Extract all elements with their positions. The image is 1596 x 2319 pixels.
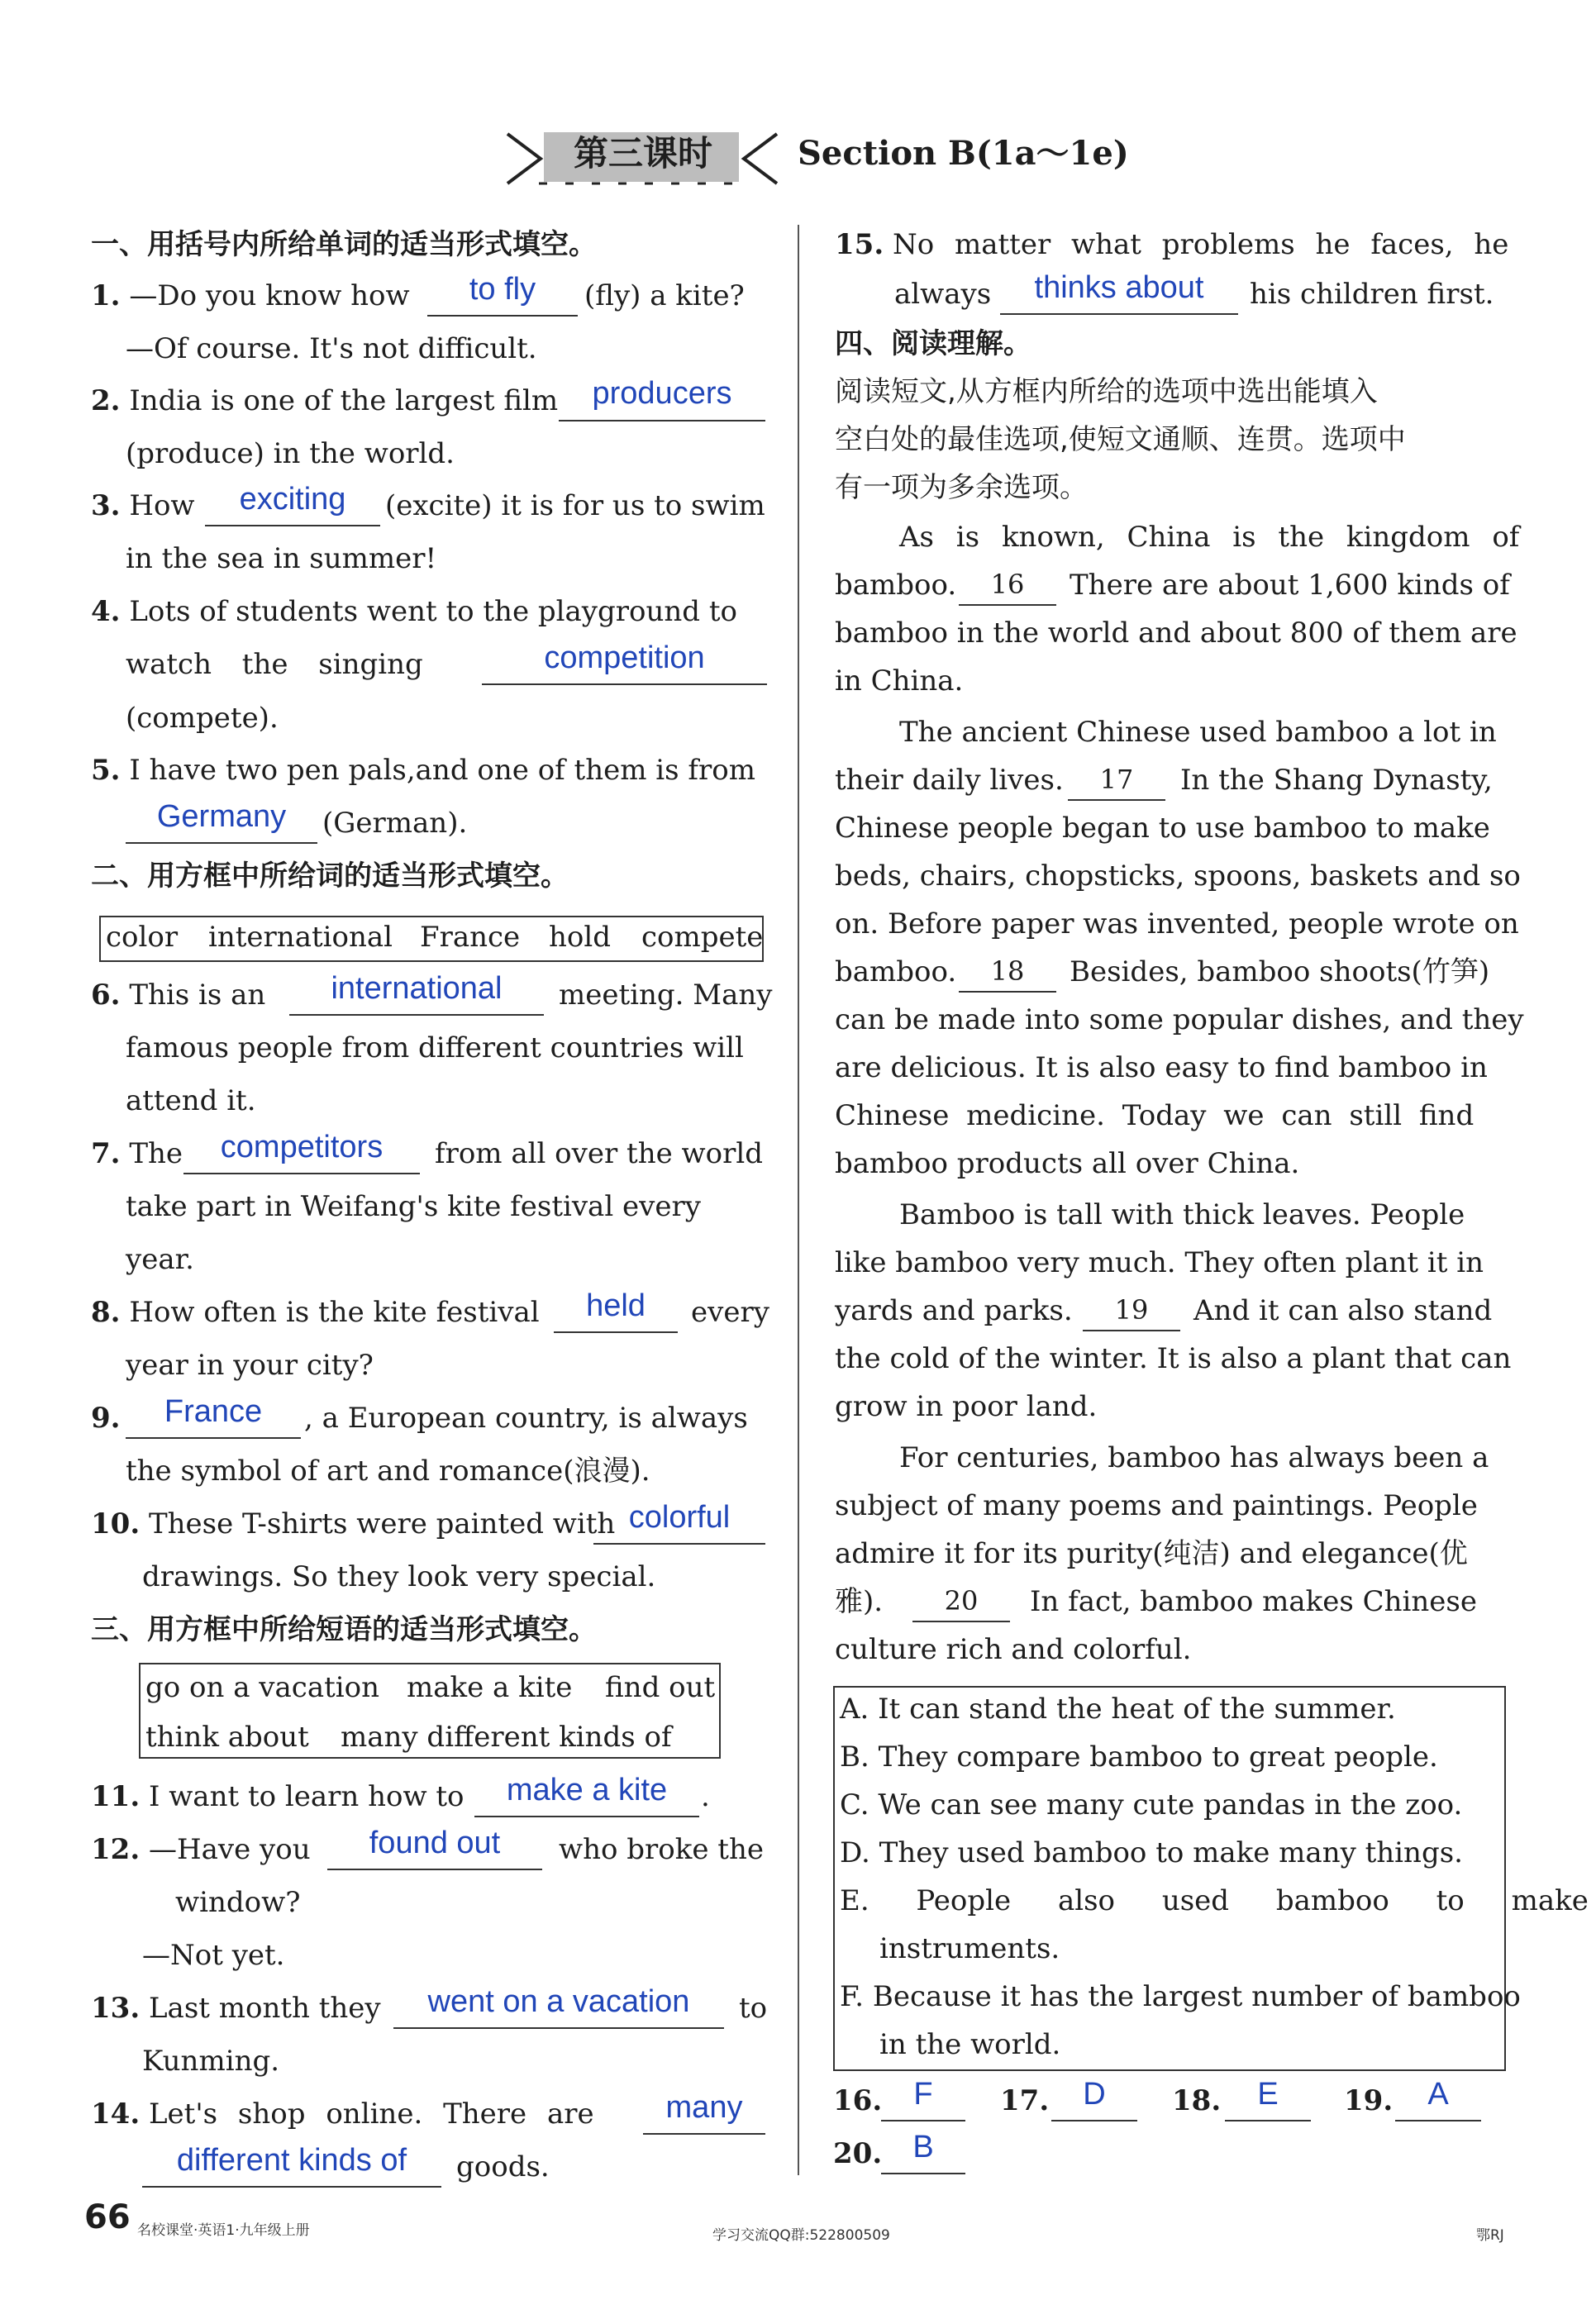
q8-number: 8. <box>91 1296 121 1329</box>
p4-line1: For centuries, bamboo has always been a <box>899 1441 1489 1474</box>
q6-answer: international <box>331 971 503 1006</box>
p2-line3: Chinese people began to use bamboo to make <box>835 812 1490 845</box>
q5-number: 5. <box>91 754 121 787</box>
q5-blank[interactable] <box>126 842 317 844</box>
option-e-cont: instruments. <box>879 1932 1060 1965</box>
q8-text-a: How often is the kite festival <box>129 1296 540 1329</box>
option-f-cont: in the world. <box>879 2028 1061 2061</box>
q12-answer: found out <box>369 1826 501 1860</box>
part3-phrase-3: find out <box>605 1671 716 1704</box>
part3-phrase-4: think about <box>145 1721 309 1754</box>
q14-answer-2: different kinds of <box>176 2143 407 2178</box>
part2-word-5: compete <box>641 921 764 954</box>
q15-text-a: No matter what problems he faces, he <box>892 228 1509 261</box>
part2-title: 二、用方框中所给词的适当形式填空。 <box>91 860 569 893</box>
q7-text-a: The <box>129 1137 183 1170</box>
q15-line1 <box>835 225 1508 264</box>
answer-19-value: A <box>1427 2077 1449 2112</box>
blank-19-label: 19 <box>1114 1294 1149 1326</box>
q3-text-c: in the sea in summer! <box>126 542 437 575</box>
q12-text-a: —Have you <box>148 1833 311 1866</box>
q9-blank[interactable] <box>126 1437 301 1439</box>
part2-word-4: hold <box>549 921 612 954</box>
blank-17-line[interactable] <box>1068 799 1165 801</box>
q9-number: 9. <box>91 1402 121 1435</box>
q14-text-a: Let's shop online. There are <box>148 2098 594 2131</box>
p2-line5: on. Before paper was invented, people wrote on <box>835 907 1519 940</box>
answer-19-blank[interactable] <box>1395 2120 1481 2121</box>
blank-16-label: 16 <box>990 569 1025 600</box>
option-b: B. They compare bamboo to great people. <box>840 1740 1438 1774</box>
q15-text-b: always <box>894 278 992 311</box>
option-a: A. It can stand the heat of the summer. <box>840 1693 1396 1726</box>
q4-number: 4. <box>91 595 121 628</box>
p2-line6a: bamboo. <box>835 955 957 988</box>
answer-16-value: F <box>913 2077 933 2112</box>
part3-phrase-5: many different kinds of <box>341 1721 672 1754</box>
q7-line1 <box>91 1134 183 1174</box>
part4-instruction-2: 空白处的最佳选项,使短文通顺、连贯。选项中 <box>835 423 1406 456</box>
q3-text-a: How <box>129 489 195 522</box>
footer-edition: 鄂RJ <box>1476 2227 1504 2244</box>
q2-text-a: India is one of the largest film <box>129 384 559 417</box>
q1-text-a: —Do you know how <box>129 279 410 312</box>
part3-phrase-1: go on a vacation <box>145 1671 379 1704</box>
p2-line8: are delicious. It is also easy to find bamboo in <box>835 1051 1488 1084</box>
p2-line6b: Besides, bamboo shoots(竹笋) <box>1070 955 1490 988</box>
q11-text-b: . <box>701 1780 710 1813</box>
answer-17-number: 17. <box>1000 2084 1050 2117</box>
blank-19-line[interactable] <box>1083 1330 1180 1331</box>
q10-text-a: These T-shirts were painted with <box>148 1507 616 1540</box>
q12-blank[interactable] <box>327 1869 542 1870</box>
q3-blank[interactable] <box>205 525 380 526</box>
q13-blank[interactable] <box>393 2027 724 2029</box>
q11-text-a: I want to learn how to <box>148 1780 465 1813</box>
q6-text-b: meeting. Many <box>559 979 773 1012</box>
footer-qq-group: 学习交流QQ群:522800509 <box>712 2227 890 2244</box>
q4-blank[interactable] <box>482 683 767 685</box>
q10-blank[interactable] <box>593 1543 765 1545</box>
column-divider <box>798 225 799 2175</box>
p2-line10: bamboo products all over China. <box>835 1147 1300 1180</box>
q6-number: 6. <box>91 979 121 1012</box>
q8-answer: held <box>586 1288 646 1323</box>
answer-16-blank[interactable] <box>881 2120 965 2121</box>
q6-text-a: This is an <box>129 979 266 1012</box>
p4-line4b: In fact, bamboo makes Chinese <box>1030 1585 1477 1618</box>
q2-answer: producers <box>592 376 732 411</box>
q1-line1 <box>91 276 410 316</box>
q6-text-d: attend it. <box>126 1084 256 1117</box>
option-c: C. We can see many cute pandas in the zoo. <box>840 1788 1463 1821</box>
p2-line7: can be made into some popular dishes, and they <box>835 1003 1524 1036</box>
q13-text-b: to <box>739 1992 768 2025</box>
q8-text-c: year in your city? <box>126 1349 374 1382</box>
q10-text-b: drawings. So they look very special. <box>142 1560 656 1593</box>
part3-phrase-2: make a kite <box>407 1671 573 1704</box>
q7-text-b: from all over the world <box>435 1137 763 1170</box>
part2-word-1: color <box>106 921 179 954</box>
p3-line4: the cold of the winter. It is also a plant that can <box>835 1342 1512 1375</box>
p1-line2b: There are about 1,600 kinds of <box>1070 569 1510 602</box>
answer-18-value: E <box>1257 2077 1279 2112</box>
part4-title: 四、阅读理解。 <box>835 327 1031 360</box>
footer-book-title: 名校课堂·英语1·九年级上册 <box>137 2222 310 2239</box>
q11-answer: make a kite <box>506 1773 668 1807</box>
q13-text-a: Last month they <box>148 1992 381 2025</box>
p2-line1: The ancient Chinese used bamboo a lot in <box>899 716 1497 749</box>
q9-answer: France <box>164 1394 263 1429</box>
blank-17-label: 17 <box>1099 764 1134 795</box>
q15-number: 15. <box>835 228 884 261</box>
q12-text-d: —Not yet. <box>142 1939 285 1972</box>
q2-number: 2. <box>91 384 121 417</box>
part2-word-2: international <box>208 921 393 954</box>
p4-line3: admire it for its purity(纯洁) and elegance(优 <box>835 1537 1468 1570</box>
answer-20-number: 20. <box>833 2137 883 2170</box>
q2-blank[interactable] <box>559 420 765 421</box>
q8-text-b: every <box>691 1296 769 1329</box>
q6-text-c: famous people from different countries will <box>126 1031 744 1064</box>
blank-18-label: 18 <box>990 955 1025 987</box>
q11-blank[interactable] <box>474 1816 699 1817</box>
p4-line4a: 雅). <box>835 1585 884 1618</box>
q4-text-c: (compete). <box>126 702 279 735</box>
p3-line5: grow in poor land. <box>835 1390 1098 1423</box>
q11-line1 <box>91 1777 465 1817</box>
q7-answer: competitors <box>220 1130 384 1164</box>
q12-line1 <box>91 1830 311 1869</box>
answer-18-blank[interactable] <box>1225 2120 1311 2121</box>
q13-text-c: Kunming. <box>142 2045 280 2078</box>
q3-line1 <box>91 486 195 526</box>
p2-line2a: their daily lives. <box>835 764 1064 797</box>
q1-answer: to fly <box>469 272 536 307</box>
blank-16-line[interactable] <box>959 604 1056 606</box>
part1-title: 一、用括号内所给单词的适当形式填空。 <box>91 228 597 261</box>
q3-text-b: (excite) it is for us to swim <box>385 489 765 522</box>
q15-text-c: his children first. <box>1250 278 1494 311</box>
q13-line1 <box>91 1988 381 2028</box>
p1-line2a: bamboo. <box>835 569 957 602</box>
p3-line3b: And it can also stand <box>1193 1294 1493 1327</box>
option-d: D. They used bamboo to make many things. <box>840 1836 1463 1869</box>
q6-blank[interactable] <box>289 1014 544 1016</box>
answer-17-blank[interactable] <box>1051 2120 1137 2121</box>
q4-text-a: Lots of students went to the playground to <box>129 595 737 628</box>
q7-text-d: year. <box>126 1243 194 1276</box>
lesson-title: 第三课时 <box>573 133 712 174</box>
q13-answer: went on a vacation <box>427 1984 690 2019</box>
p1-line1: As is known, China is the kingdom of <box>899 521 1520 554</box>
section-title: Section B(1a～1e) <box>798 134 1129 173</box>
q8-line1 <box>91 1293 540 1332</box>
part4-instruction-1: 阅读短文,从方框内所给的选项中选出能填入 <box>835 375 1378 408</box>
q5-line1 <box>91 750 755 790</box>
answer-17-value: D <box>1083 2077 1106 2112</box>
p1-line3: bamboo in the world and about 800 of them are <box>835 617 1517 650</box>
part4-instruction-3: 有一项为多余选项。 <box>835 471 1088 504</box>
q10-answer: colorful <box>628 1500 731 1535</box>
q12-text-b: who broke the <box>559 1833 764 1866</box>
q9-text-a: , a European country, is always <box>304 1402 748 1435</box>
q7-text-c: take part in Weifang's kite festival every <box>126 1190 701 1223</box>
q8-blank[interactable] <box>554 1331 678 1333</box>
q13-number: 13. <box>91 1992 141 2025</box>
part2-word-3: France <box>420 921 521 954</box>
blank-20-line[interactable] <box>912 1621 1010 1622</box>
q6-line1 <box>91 975 265 1015</box>
q14-text-b: goods. <box>456 2150 550 2183</box>
blank-20-label: 20 <box>944 1585 979 1617</box>
q14-answer-1: many <box>665 2090 743 2125</box>
q10-line1 <box>91 1504 615 1544</box>
q14-blank-1[interactable] <box>643 2133 765 2135</box>
p3-line1: Bamboo is tall with thick leaves. People <box>899 1198 1465 1231</box>
q2-line1 <box>91 381 558 421</box>
q11-number: 11. <box>91 1780 141 1813</box>
q1-text-c: —Of course. It's not difficult. <box>126 332 537 365</box>
q15-blank[interactable] <box>1000 313 1238 315</box>
p2-line9: Chinese medicine. Today we can still find <box>835 1099 1475 1132</box>
answer-20-blank[interactable] <box>881 2173 965 2174</box>
p3-line3a: yards and parks. <box>835 1294 1073 1327</box>
q2-text-b: (produce) in the world. <box>126 437 455 470</box>
q4-answer: competition <box>544 640 705 675</box>
answer-20-value: B <box>912 2130 934 2164</box>
q14-number: 14. <box>91 2098 141 2131</box>
q7-blank[interactable] <box>183 1173 420 1174</box>
q14-blank-2[interactable] <box>142 2186 441 2188</box>
answer-18-number: 18. <box>1172 2084 1222 2117</box>
part3-title: 三、用方框中所给短语的适当形式填空。 <box>91 1613 597 1646</box>
q3-number: 3. <box>91 489 121 522</box>
q9-text-b: the symbol of art and romance(浪漫). <box>126 1455 650 1488</box>
q1-text-b: (fly) a kite? <box>584 279 745 312</box>
page-number: 66 <box>84 2198 131 2236</box>
q3-answer: exciting <box>239 482 346 517</box>
q12-number: 12. <box>91 1833 141 1866</box>
q4-text-b: watch the singing <box>126 648 423 681</box>
q15-answer: thinks about <box>1034 270 1204 305</box>
q5-answer: Germany <box>156 799 287 834</box>
p3-line2: like bamboo very much. They often plant it in <box>835 1246 1484 1279</box>
p2-line2b: In the Shang Dynasty, <box>1180 764 1493 797</box>
q10-number: 10. <box>91 1507 141 1540</box>
q1-number: 1. <box>91 279 121 312</box>
p4-line5: culture rich and colorful. <box>835 1633 1192 1666</box>
blank-18-line[interactable] <box>959 991 1056 993</box>
p1-line4: in China. <box>835 664 964 698</box>
q4-line1 <box>91 592 737 631</box>
q14-line1 <box>91 2094 594 2134</box>
q9-line1 <box>91 1398 121 1438</box>
option-e: E. People also used bamboo to make <box>840 1884 1589 1917</box>
q5-text-b: (German). <box>322 807 468 840</box>
p2-line4: beds, chairs, chopsticks, spoons, baskets and so <box>835 860 1521 893</box>
answer-19-number: 19. <box>1344 2084 1394 2117</box>
option-f: F. Because it has the largest number of bamboo <box>840 1980 1521 2013</box>
q1-blank[interactable] <box>427 315 578 317</box>
q5-text-a: I have two pen pals,and one of them is from <box>129 754 755 787</box>
p4-line2: subject of many poems and paintings. People <box>835 1489 1478 1522</box>
q12-text-c: window? <box>175 1886 301 1919</box>
answer-16-number: 16. <box>833 2084 883 2117</box>
q7-number: 7. <box>91 1137 121 1170</box>
